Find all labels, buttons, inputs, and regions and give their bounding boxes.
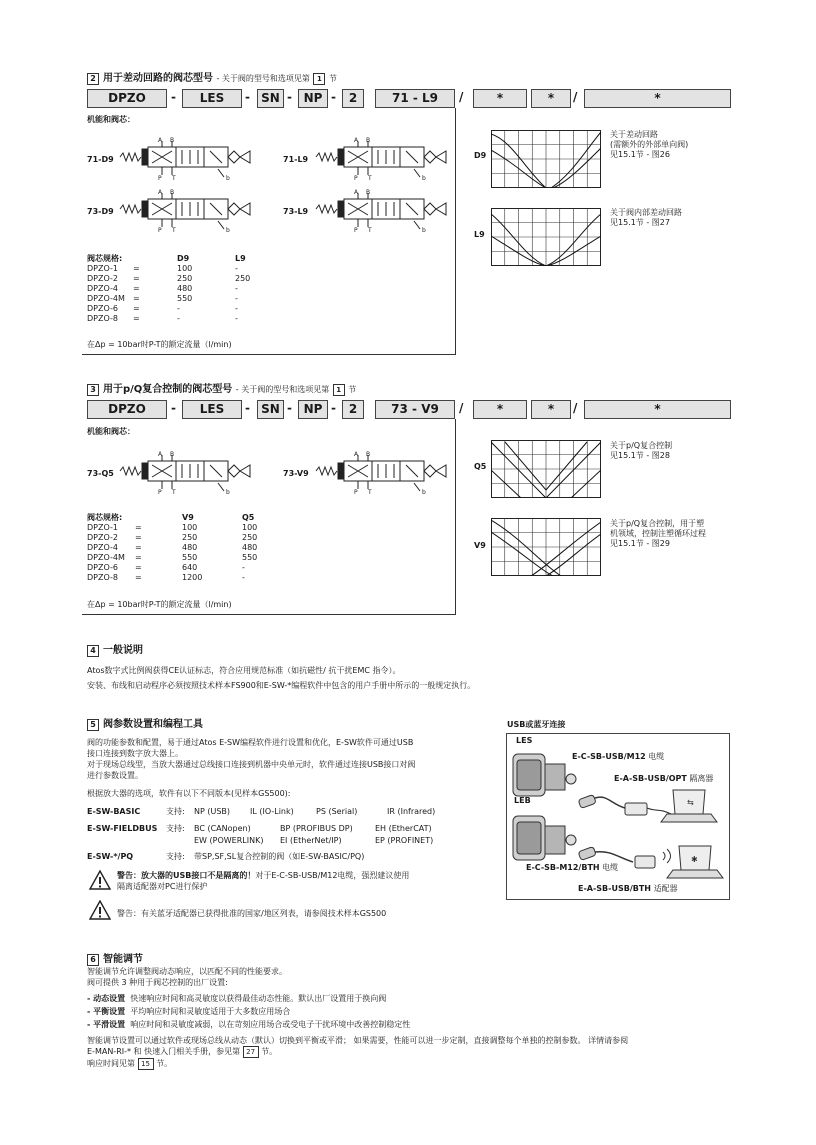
svg-text:T: T [172, 489, 176, 495]
spool-label: 73-Q5 [87, 469, 114, 478]
table-cell: - [235, 284, 238, 293]
warning-icon [89, 870, 111, 892]
code-star: * [531, 89, 571, 108]
sec6-tail: 智能调节设置可以通过软件或现场总线从动态（默认）切换到平衡或平滑； 如果需要，性能可以进一步定制，直接调整每个单独的控制参数。 详情请参阅 E-MAN-RI-* 和 快速入门相关手册，参见第 27 节。 响应时间见第 15 节。 [87, 1036, 629, 1068]
ref-15: 15 [138, 1058, 154, 1070]
warning-text: 警告：有关蓝牙适配器已获得批准的国家/地区列表，请参阅技术样本GS500 [117, 909, 387, 918]
table-row: DPZO-4M = [87, 294, 140, 303]
table-cell: - [242, 563, 245, 572]
svg-text:T: T [172, 175, 176, 181]
table-row: DPZO-4 = [87, 543, 142, 552]
code-les: LES [182, 400, 242, 419]
code-np: NP [298, 400, 328, 419]
spool-curve-chart [491, 208, 601, 268]
sec3-func-label: 机能和阀芯： [87, 427, 135, 436]
chart-desc: 关于阀内部差动回路 见15.1节 - 图27 [610, 208, 682, 227]
sec5-sw-list [87, 806, 497, 863]
sec4-line: 安装、布线和启动程序必须按照技术样本FS900和E-SW-*编程软件中包含的用户手册中所示的一般规定执行。 [87, 681, 476, 690]
sec6-number: 6 [87, 954, 99, 966]
slash: / [573, 401, 578, 415]
code-spool: 71 - L9 [375, 89, 455, 108]
svg-text:T: T [368, 489, 372, 495]
table-row: DPZO-2 = [87, 274, 140, 283]
table-cell: 550 [177, 294, 193, 303]
chart-label: D9 [474, 151, 487, 160]
table-cell: 1200 [182, 573, 203, 582]
sec6-line: 阀可提供 3 种用于阀芯控制的出厂设置: [87, 978, 228, 987]
table-cell: 480 [242, 543, 258, 552]
slash: / [459, 401, 464, 415]
sec2-number: 2 [87, 73, 99, 85]
svg-text:A: A [158, 189, 163, 196]
sec3-ref-suffix: 节 [348, 385, 357, 394]
mode-item: - 动态设置 快速响应时间和高灵敏度以获得最佳动态性能。默认出厂设置用于换向阀 [87, 994, 387, 1003]
spool-symbol [314, 451, 450, 497]
table-cell: 250 [242, 533, 258, 542]
table-cell: 250 [177, 274, 193, 283]
table-row: DPZO-4M = [87, 553, 142, 562]
svg-text:P: P [354, 489, 358, 495]
sec5-title: 阀参数设置和编程工具 [103, 719, 203, 730]
sec2-note: - 关于阀的型号和选项见第 [216, 74, 310, 83]
svg-text:P: P [354, 175, 358, 181]
table-cell: 480 [182, 543, 198, 552]
table-cell: 100 [177, 264, 193, 273]
code-les: LES [182, 89, 242, 108]
code-2: 2 [342, 89, 364, 108]
svg-text:b: b [226, 227, 230, 233]
sw-row: E-SW-*/PQ 支持: 带SP,SF,SL复合控制的阀（如E-SW-BASIC/PQ) [87, 852, 365, 861]
usb-label: E-C-SB-USB/M12 电缆 [572, 752, 665, 761]
sec5-para2: 根据放大器的选项，软件有以下不同版本(见样本GS500): [87, 789, 291, 798]
table-row: DPZO-6 = [87, 563, 142, 572]
sw-row: EW (POWERLINK) EI (EtherNet/IP) EP (PROFINET) [194, 836, 434, 845]
dash: - [287, 401, 292, 415]
svg-text:A: A [354, 451, 359, 458]
table-row: DPZO-2 = [87, 533, 142, 542]
svg-text:b: b [422, 489, 426, 495]
chart-label: L9 [474, 230, 485, 239]
table-cell: - [242, 573, 245, 582]
sec2-func-label: 机能和阀芯： [87, 115, 135, 124]
table-row: DPZO-8 = [87, 573, 142, 582]
usb-label: E-C-SB-M12/BTH 电缆 [526, 863, 619, 872]
spool-curve-chart [491, 518, 601, 578]
sec3-title: 用于p/Q复合控制的阀芯型号 [103, 384, 233, 395]
sec3-table [87, 513, 257, 583]
code-star: * [584, 400, 731, 419]
table-title: 阀芯规格: [87, 254, 123, 263]
svg-text:B: B [366, 451, 371, 458]
table-row: DPZO-1 = [87, 264, 140, 273]
table-cell: 640 [182, 563, 198, 572]
table-cell: - [235, 314, 238, 323]
code-2: 2 [342, 400, 364, 419]
mode-item: - 平滑设置 响应时间和灵敏度减弱，以在苛刻应用场合或受电子干扰环境中改善控制稳定性 [87, 1020, 411, 1029]
usb-label: LEB [514, 796, 531, 805]
table-cell: 480 [177, 284, 193, 293]
sec3-footnote: 在Δp = 10bar时P-T的额定流量（l/min) [87, 600, 232, 609]
svg-text:b: b [226, 175, 230, 181]
svg-text:P: P [354, 227, 358, 233]
table-cell: - [177, 304, 180, 313]
svg-text:A: A [158, 137, 163, 144]
svg-text:B: B [170, 189, 175, 196]
spool-label: 71-D9 [87, 155, 114, 164]
usb-label: E-A-SB-USB/OPT 隔离器 [614, 774, 714, 783]
table-cell: - [235, 294, 238, 303]
svg-text:B: B [366, 189, 371, 196]
sec4-line: Atos数字式比例阀获得CE认证标志，符合应用规范标准（如抗磁性/ 抗干扰EMC 指令）。 [87, 666, 401, 675]
sec2-table [87, 254, 250, 324]
table-cell: 550 [242, 553, 258, 562]
spool-label: 71-L9 [283, 155, 309, 164]
spool-label: 73-L9 [283, 207, 309, 216]
code-dpzo: DPZO [87, 89, 167, 108]
usb-title: USB或蓝牙连接 [507, 720, 566, 729]
dash: - [331, 401, 336, 415]
svg-text:P: P [158, 175, 162, 181]
sec4-header [87, 641, 143, 657]
spool-curve-chart [491, 440, 601, 500]
spool-symbol [314, 189, 450, 235]
svg-text:P: P [158, 227, 162, 233]
sec6-title: 智能调节 [103, 954, 143, 965]
spool-symbol [314, 137, 450, 183]
ref-27: 27 [243, 1046, 259, 1058]
mode-item: - 平衡设置 平均响应时间和灵敏度适用于大多数应用场合 [87, 1007, 291, 1016]
dash: - [331, 90, 336, 104]
sec2-ref-suffix: 节 [328, 74, 337, 83]
svg-text:b: b [226, 489, 230, 495]
table-cell: 100 [242, 523, 258, 532]
table-cell: - [235, 264, 238, 273]
table-row: DPZO-1 = [87, 523, 142, 532]
svg-text:b: b [422, 227, 426, 233]
sec6-line: 智能调节允许调整阀动态响应，以匹配不同的性能要求。 [87, 967, 287, 976]
chart-label: V9 [474, 541, 486, 550]
code-star: * [531, 400, 571, 419]
chart-desc: 关于差动回路 (需额外的外部单向阀) 见15.1节 - 图26 [610, 130, 689, 159]
sec4-number: 4 [87, 645, 99, 657]
sec4-title: 一般说明 [103, 645, 143, 656]
svg-text:⇆: ⇆ [687, 798, 694, 807]
chart-desc: 关于p/Q复合控制 见15.1节 - 图28 [610, 441, 673, 460]
sw-row: E-SW-BASIC 支持: NP (USB) IL (IO-Link) PS (Serial) IR (Infrared) [87, 807, 436, 816]
table-title: 阀芯规格: [87, 513, 123, 522]
code-star: * [473, 400, 527, 419]
col-header: L9 [235, 254, 246, 263]
col-header: D9 [177, 254, 190, 263]
code-spool: 73 - V9 [375, 400, 455, 419]
code-sn: SN [257, 400, 284, 419]
slash: / [573, 90, 578, 104]
sec3-number: 3 [87, 384, 99, 396]
sec2-footnote: 在Δp = 10bar时P-T的额定流量（l/min) [87, 340, 232, 349]
sec2-ref: 1 [313, 73, 325, 85]
sec3-ref: 1 [333, 384, 345, 396]
code-star: * [584, 89, 731, 108]
chart-label: Q5 [474, 462, 487, 471]
table-row: DPZO-6 = [87, 304, 140, 313]
code-sn: SN [257, 89, 284, 108]
spool-symbol [118, 137, 254, 183]
svg-text:A: A [354, 189, 359, 196]
sw-row: E-SW-FIELDBUS 支持: BC (CANopen) BP (PROFIBUS DP) EH (EtherCAT) [87, 824, 432, 833]
usb-label: LES [516, 736, 533, 745]
col-header: V9 [182, 513, 194, 522]
svg-text:T: T [172, 227, 176, 233]
slash: / [459, 90, 464, 104]
svg-text:✱: ✱ [691, 855, 698, 864]
code-dpzo: DPZO [87, 400, 167, 419]
dash: - [245, 90, 250, 104]
spool-label: 73-V9 [283, 469, 309, 478]
col-header: Q5 [242, 513, 255, 522]
table-cell: 250 [235, 274, 251, 283]
table-cell: - [235, 304, 238, 313]
spool-symbol [118, 451, 254, 497]
table-row: DPZO-4 = [87, 284, 140, 293]
svg-text:B: B [366, 137, 371, 144]
svg-text:A: A [354, 137, 359, 144]
svg-text:B: B [170, 137, 175, 144]
table-cell: 100 [182, 523, 198, 532]
sec3-header [87, 380, 356, 396]
svg-text:T: T [368, 227, 372, 233]
sec5-header [87, 715, 203, 731]
dash: - [287, 90, 292, 104]
chart-desc: 关于p/Q复合控制，用于塑 机领域，控制注塑循环过程 见15.1节 - 图29 [610, 519, 706, 548]
svg-text:b: b [422, 175, 426, 181]
table-row: DPZO-8 = [87, 314, 140, 323]
sec5-number: 5 [87, 719, 99, 731]
svg-text:A: A [158, 451, 163, 458]
table-cell: - [177, 314, 180, 323]
spool-symbol [118, 189, 254, 235]
spool-curve-chart [491, 130, 601, 190]
table-cell: 550 [182, 553, 198, 562]
svg-text:B: B [170, 451, 175, 458]
dash: - [245, 401, 250, 415]
warning-icon [89, 900, 111, 922]
sec3-note: - 关于阀的型号和选项见第 [235, 385, 330, 394]
table-cell: 250 [182, 533, 198, 542]
warning-text: 警告：放大器的USB接口不是隔离的！对于E-C-SB-USB/M12电缆，强烈建议使用 隔离适配器对PC进行保护 [117, 871, 410, 891]
spool-label: 73-D9 [87, 207, 114, 216]
code-star: * [473, 89, 527, 108]
code-np: NP [298, 89, 328, 108]
sec6-header [87, 950, 143, 966]
usb-label: E-A-SB-USB/BTH 适配器 [578, 884, 678, 893]
sec2-header [87, 69, 337, 85]
sec2-title: 用于差动回路的阀芯型号 [103, 73, 213, 84]
dash: - [171, 401, 176, 415]
svg-text:P: P [158, 489, 162, 495]
dash: - [171, 90, 176, 104]
svg-text:T: T [368, 175, 372, 181]
sec5-para1: 阀的功能参数和配置，易于通过Atos E-SW编程软件进行设置和优化，E-SW软件可通过USB 接口连接到数字放大器上。 对于现场总线型，当放大器通过总线接口连接到机器中央单元时，软件通过连接USB接口对阀 进行参数设置。 [87, 738, 416, 780]
